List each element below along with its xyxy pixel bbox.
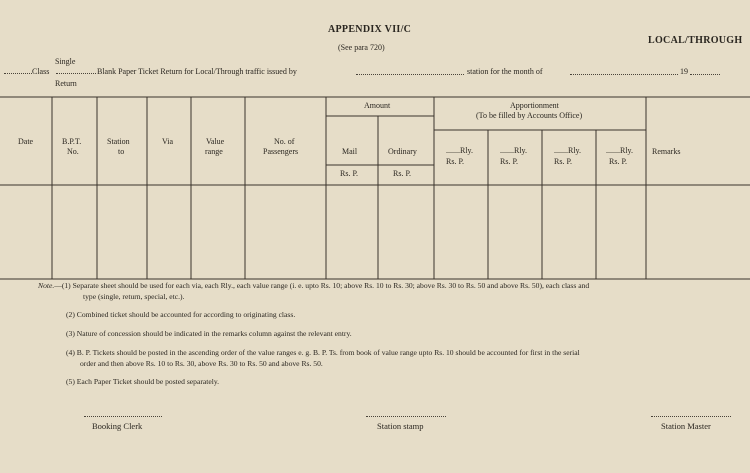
rly-3: .......Rly. [554, 146, 582, 155]
col-via: Via [162, 137, 174, 146]
page-subtitle: (See para 720) [338, 43, 385, 52]
year-label: 19 [680, 67, 688, 76]
station-stamp-label: Station stamp [377, 421, 424, 431]
col-mail: Mail [342, 147, 358, 156]
return-heading-text: Blank Paper Ticket Return for Local/Through traffic issued by [97, 67, 297, 76]
station-master-label: Station Master [661, 421, 711, 431]
clerk-sign-line [84, 416, 162, 417]
col-passengers-line2: Passengers [263, 147, 299, 156]
class-return-label: Return [55, 79, 77, 88]
col-bpt-no-line2: No. [67, 147, 79, 156]
note-5: (5) Each Paper Ticket should be posted separately. [66, 377, 220, 386]
col-remarks: Remarks [652, 147, 681, 156]
note-label: Note. [38, 281, 55, 290]
mail-rs-p: Rs. P. [340, 169, 359, 178]
note-3: (3) Nature of concession should be indicated in the remarks column against the relevant entry. [66, 329, 352, 338]
page-title: APPENDIX VII/C [328, 24, 412, 35]
col-station-to-line1: Station [107, 137, 130, 146]
col-date: Date [18, 137, 34, 146]
local-through-label: LOCAL/THROUGH [648, 35, 743, 46]
col-ordinary: Ordinary [388, 147, 417, 156]
rly-1-rs-p: Rs. P. [446, 157, 465, 166]
rly-3-rs-p: Rs. P. [554, 157, 573, 166]
note-1-cont: type (single, return, special, etc.). [83, 292, 185, 301]
booking-clerk-label: Booking Clerk [92, 421, 143, 431]
col-amount: Amount [364, 101, 391, 110]
rly-4: .......Rly. [606, 146, 634, 155]
class-label: Class [32, 67, 50, 76]
rly-1: .......Rly. [446, 146, 474, 155]
rly-4-rs-p: Rs. P. [609, 157, 628, 166]
station-month-label: station for the month of [467, 67, 543, 76]
master-sign-line [651, 416, 731, 417]
rly-2-rs-p: Rs. P. [500, 157, 519, 166]
note-4: (4) B. P. Tickets should be posted in the ascending order of the value ranges e. g. B. P. Ts. from book of value range upto Rs. 10 should be accounted for first in the serial [66, 348, 580, 357]
note-1: Note.—(1) Separate sheet should be used for each via, each Rly., each value range (i. e. upto Rs. 10; above Rs. 10 to Rs. 30; above Rs. 30 to Rs. 50 and above Rs. 50), each class and [38, 281, 590, 290]
stamp-line [366, 416, 446, 417]
col-value-range-line1: Value [206, 137, 225, 146]
class-single-label: Single [55, 57, 76, 66]
col-passengers-line1: No. of [274, 137, 295, 146]
col-bpt-no-line1: B.P.T. [62, 137, 82, 146]
ordinary-rs-p: Rs. P. [393, 169, 412, 178]
note-4-cont: order and then above Rs. 10 to Rs. 30, above Rs. 30 to Rs. 50 and above Rs. 50. [80, 359, 323, 368]
col-station-to-line2: to [118, 147, 125, 156]
col-apportionment-line2: (To be filled by Accounts Office) [476, 111, 583, 120]
note-2: (2) Combined ticket should be accounted for according to originating class. [66, 310, 296, 319]
col-value-range-line2: range [205, 147, 223, 156]
rly-2: .......Rly. [500, 146, 528, 155]
col-apportionment-line1: Apportionment [510, 101, 559, 110]
